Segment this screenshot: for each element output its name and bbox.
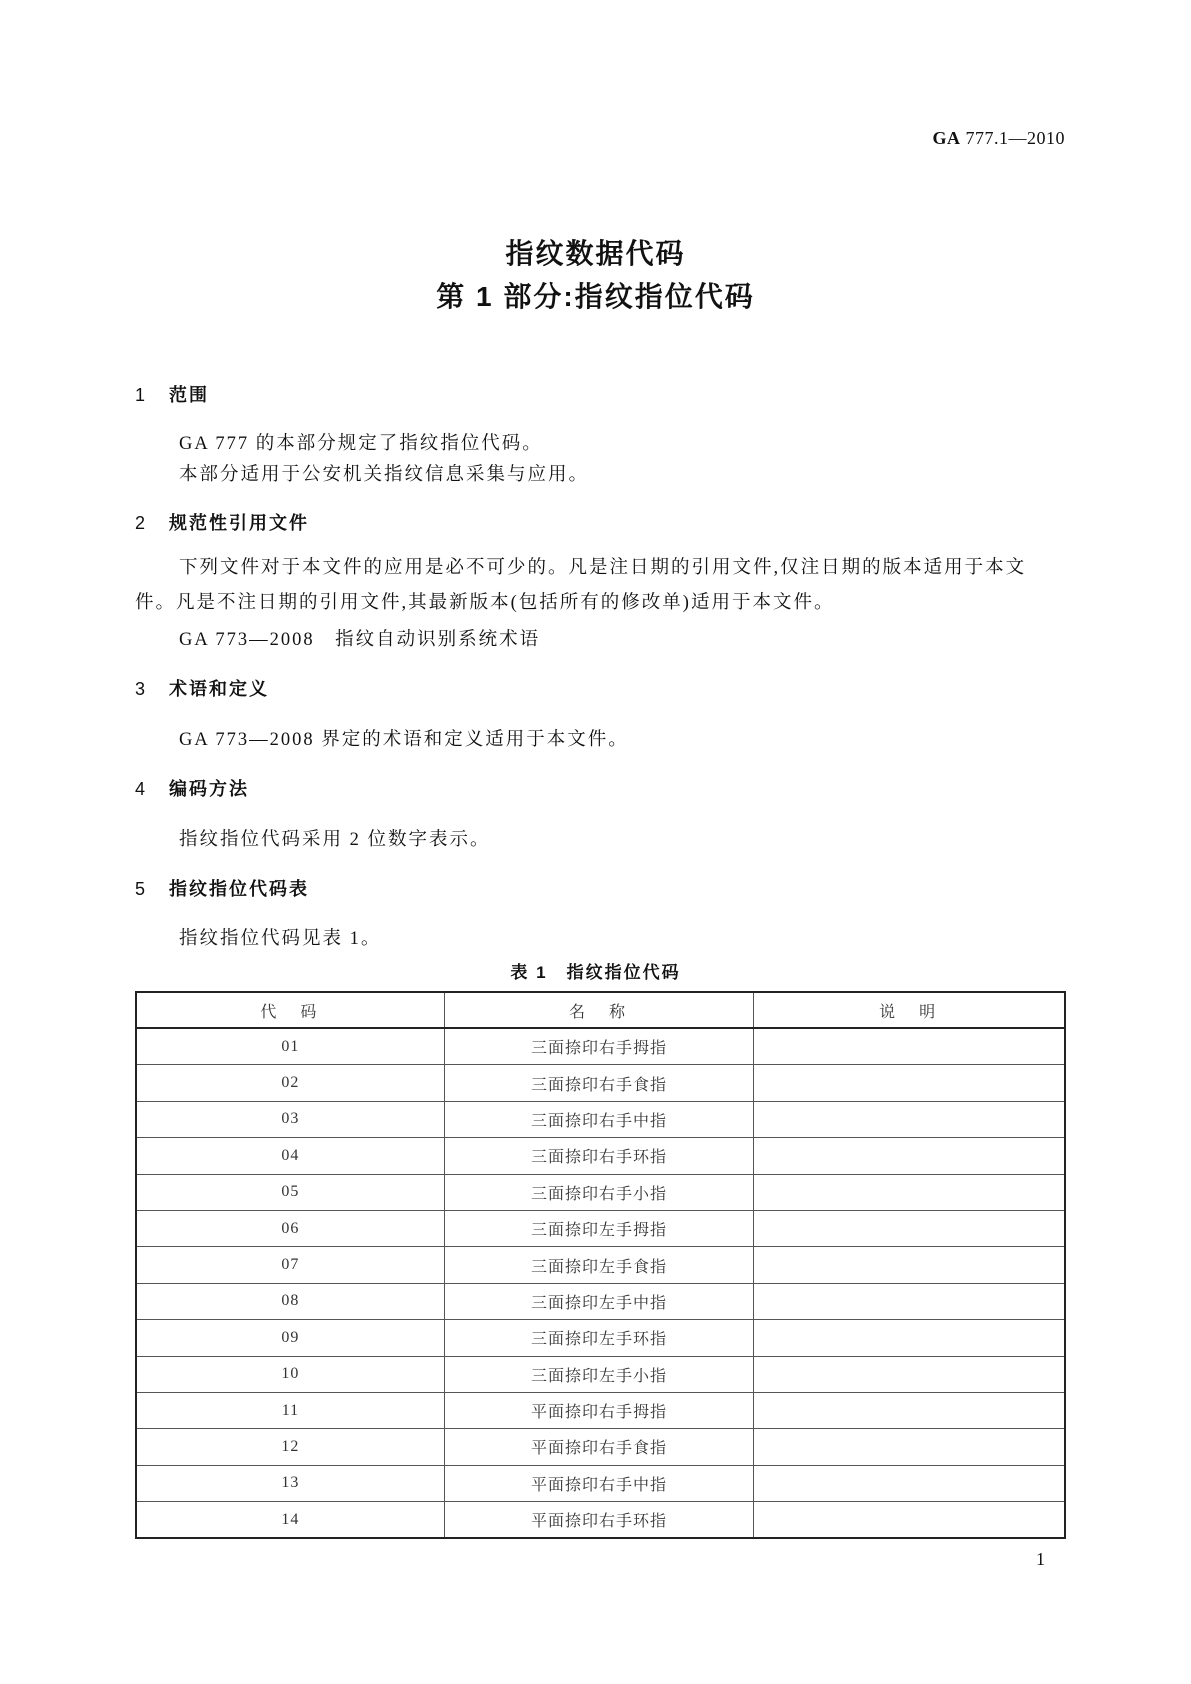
cell-code: 14	[136, 1502, 444, 1539]
table-row	[136, 1138, 1065, 1174]
std-number: 777.1—2010	[965, 128, 1065, 148]
cell-name: 三面捺印左手拇指	[444, 1210, 753, 1246]
section-title: 术语和定义	[169, 679, 269, 699]
section-heading	[135, 675, 269, 701]
section-title: 指纹指位代码表	[169, 879, 309, 899]
cell-name: 三面捺印右手拇指	[444, 1028, 753, 1065]
standard-number	[933, 128, 1066, 149]
section-heading	[135, 381, 209, 407]
table-row	[136, 1502, 1065, 1539]
cell-name: 三面捺印右手食指	[444, 1065, 753, 1101]
cell-description	[754, 1065, 1065, 1101]
section-heading	[135, 875, 309, 901]
header-code: 代 码	[136, 992, 444, 1028]
section-number: 1	[135, 385, 148, 405]
cell-name: 三面捺印左手食指	[444, 1247, 753, 1283]
table-row	[136, 1174, 1065, 1210]
section-title: 规范性引用文件	[169, 513, 309, 533]
section-heading	[135, 509, 309, 535]
cell-code: 06	[136, 1210, 444, 1246]
cell-code: 02	[136, 1065, 444, 1101]
section-title: 范围	[169, 385, 209, 405]
reference: GA 773—2008 指纹自动识别系统术语	[179, 630, 541, 650]
table-row	[136, 1028, 1065, 1065]
section-number: 4	[135, 779, 148, 799]
std-prefix: GA	[932, 128, 961, 148]
cell-description	[754, 1028, 1065, 1065]
cell-code: 04	[136, 1138, 444, 1174]
section-number: 5	[135, 879, 148, 899]
cell-description	[754, 1356, 1065, 1392]
cell-name: 平面捺印右手食指	[444, 1429, 753, 1465]
paragraph: 指纹指位代码见表 1。	[179, 929, 382, 949]
cell-description	[754, 1502, 1065, 1539]
paragraph: GA 777 的本部分规定了指纹指位代码。	[179, 434, 543, 454]
cell-description	[754, 1101, 1065, 1137]
table-row	[136, 1065, 1065, 1101]
table-row	[136, 1429, 1065, 1465]
section-number: 3	[135, 679, 148, 699]
cell-name: 三面捺印左手中指	[444, 1283, 753, 1319]
cell-name: 平面捺印右手环指	[444, 1502, 753, 1539]
table-row	[136, 1465, 1065, 1501]
cell-description	[754, 1174, 1065, 1210]
section-title: 编码方法	[169, 779, 249, 799]
table-body	[136, 1028, 1065, 1538]
section-number: 2	[135, 513, 148, 533]
cell-description	[754, 1465, 1065, 1501]
cell-name: 三面捺印右手环指	[444, 1138, 753, 1174]
cell-description	[754, 1210, 1065, 1246]
cell-description	[754, 1392, 1065, 1428]
paragraph: 本部分适用于公安机关指纹信息采集与应用。	[179, 465, 590, 485]
cell-code: 09	[136, 1320, 444, 1356]
cell-code: 07	[136, 1247, 444, 1283]
cell-code: 12	[136, 1429, 444, 1465]
table-row	[136, 1101, 1065, 1137]
table-caption: 表 1 指纹指位代码	[510, 963, 681, 982]
table-row	[136, 1392, 1065, 1428]
cell-description	[754, 1320, 1065, 1356]
cell-code: 03	[136, 1101, 444, 1137]
table-header-row	[136, 992, 1065, 1028]
cell-code: 10	[136, 1356, 444, 1392]
cell-description	[754, 1429, 1065, 1465]
cell-name: 三面捺印左手环指	[444, 1320, 753, 1356]
paragraph: 下列文件对于本文件的应用是必不可少的。凡是注日期的引用文件,仅注日期的版本适用于本文件。凡是不注日期的引用文件,其最新版本(包括所有的修改单)适用于本文件。	[135, 558, 1027, 613]
cell-code: 13	[136, 1465, 444, 1501]
cell-description	[754, 1247, 1065, 1283]
cell-code: 01	[136, 1028, 444, 1065]
table-row	[136, 1356, 1065, 1392]
cell-description	[754, 1138, 1065, 1174]
doc-subtitle: 第 1 部分:指纹指位代码	[436, 281, 755, 312]
doc-title: 指纹数据代码	[505, 238, 686, 269]
cell-name: 平面捺印右手拇指	[444, 1392, 753, 1428]
cell-name: 三面捺印右手中指	[444, 1101, 753, 1137]
header-description: 说 明	[754, 992, 1065, 1028]
table-row	[136, 1283, 1065, 1319]
page-number: 1	[1036, 1549, 1045, 1569]
cell-description	[754, 1283, 1065, 1319]
cell-name: 平面捺印右手中指	[444, 1465, 753, 1501]
header-name: 名 称	[444, 992, 753, 1028]
cell-code: 08	[136, 1283, 444, 1319]
cell-code: 11	[136, 1392, 444, 1428]
table-row	[136, 1247, 1065, 1283]
paragraph: 指纹指位代码采用 2 位数字表示。	[179, 830, 491, 850]
paragraph: GA 773—2008 界定的术语和定义适用于本文件。	[179, 730, 629, 750]
table-row	[136, 1320, 1065, 1356]
cell-name: 三面捺印右手小指	[444, 1174, 753, 1210]
cell-code: 05	[136, 1174, 444, 1210]
finger-position-code-table	[135, 991, 1066, 1539]
section-heading	[135, 775, 249, 801]
cell-name: 三面捺印左手小指	[444, 1356, 753, 1392]
table-row	[136, 1210, 1065, 1246]
